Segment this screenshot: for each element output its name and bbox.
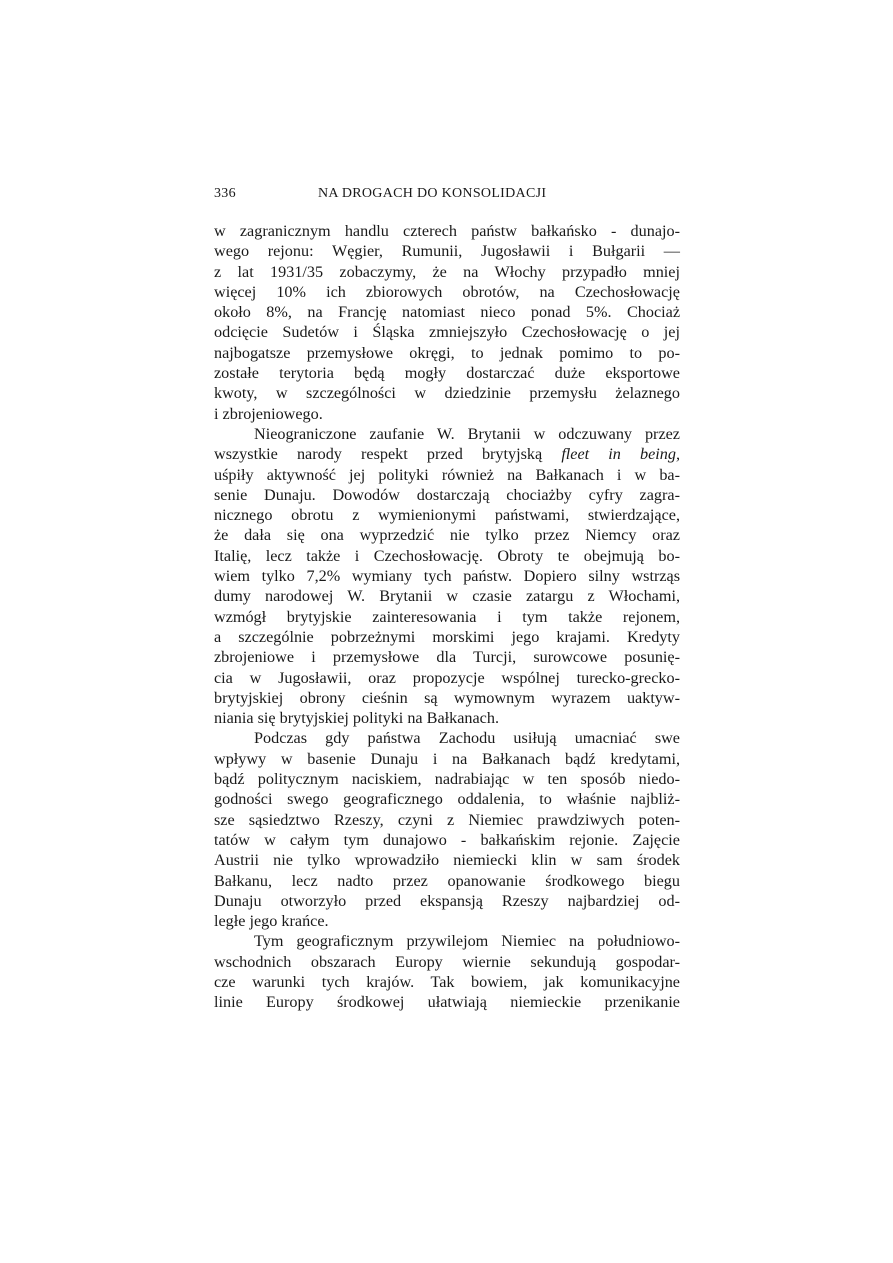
page-header: [214, 186, 680, 206]
text-line-with-italic: [214, 444, 680, 464]
text-line: nicznego obrotu z wymienionymi państwami, stwierdzające,: [214, 506, 680, 525]
text-line: Italię, lecz także i Czechosłowację. Obroty te obejmują bo-: [214, 546, 680, 565]
text-line: odcięcie Sudetów i Śląska zmniejszyło Czechosłowację o jej: [214, 323, 680, 342]
text-line: sze sąsiedztwo Rzeszy, czyni z Niemiec prawdziwych poten-: [214, 810, 680, 829]
text-line: bądź politycznym naciskiem, nadrabiając w ten sposób niedo-: [214, 770, 680, 789]
text-line: cia w Jugosławii, oraz propozycje wspólnej turecko-grecko-: [214, 668, 680, 687]
text-line: dumy narodowej W. Brytanii w czasie zatargu z Włochami,: [214, 587, 680, 606]
paragraph-3: [214, 728, 680, 931]
text-line: senie Dunaju. Dowodów dostarczają chociażby cyfry zagra-: [214, 485, 680, 504]
text-line: cze warunki tych krajów. Tak bowiem, jak komunikacyjne: [214, 972, 680, 991]
text-line: z lat 1931/35 zobaczymy, że na Włochy przypadło mniej: [214, 262, 680, 281]
text-fragment: wszystkie narody respekt przed brytyjską: [214, 445, 543, 464]
text-line: wzmógł brytyjskie zainteresowania i tym także rejonem,: [214, 607, 680, 626]
text-line: i zbrojeniowego.: [214, 404, 323, 423]
text-line: wego rejonu: Węgier, Rumunii, Jugosławii i Bułgarii —: [214, 242, 680, 261]
text-line: zostałe terytoria będą mogły dostarczać duże eksportowe: [214, 364, 680, 383]
paragraph-4: [214, 931, 680, 1012]
text-line: Nieograniczone zaufanie W. Brytanii w odczuwany przez: [254, 424, 680, 443]
text-line: Dunaju otworzyło przed ekspansją Rzeszy najbardziej od-: [214, 891, 680, 910]
text-line: kwoty, w szczególności w dziedzinie przemysłu żelaznego: [214, 384, 680, 403]
text-line: wpływy w basenie Dunaju i na Bałkanach bądź kredytami,: [214, 749, 680, 768]
body-text: [214, 221, 680, 1013]
text-line: zbrojeniowe i przemysłowe dla Turcji, surowcowe posunię-: [214, 648, 680, 667]
text-line: w zagranicznym handlu czterech państw bałkańsko - dunajo-: [214, 222, 680, 240]
text-line: a szczególnie pobrzeżnymi morskimi jego krajami. Kredyty: [214, 627, 680, 646]
paragraph-1: [214, 221, 680, 424]
page-number: 336: [214, 186, 236, 201]
text-line: że dała się ona wyprzedzić nie tylko przez Niemcy oraz: [214, 526, 680, 545]
text-line: wiem tylko 7,2% wymiany tych państw. Dopiero silny wstrząs: [214, 567, 680, 586]
text-line: Tym geograficznym przywilejom Niemiec na południowo-: [254, 932, 680, 951]
text-line: uśpiły aktywność jej polityki również na Bałkanach i w ba-: [214, 465, 680, 484]
running-title: NA DROGACH DO KONSOLIDACJI: [318, 186, 547, 201]
paragraph-2: [214, 424, 680, 728]
text-line: około 8%, na Francję natomiast nieco ponad 5%. Chociaż: [214, 303, 680, 322]
text-line: brytyjskiej obrony cieśnin są wymownym wyrazem uaktyw-: [214, 688, 680, 707]
text-line: Podczas gdy państwa Zachodu usiłują umacniać swe: [254, 729, 680, 748]
text-line: Austrii nie tylko wprowadziło niemiecki klin w sam środek: [214, 851, 680, 870]
text-line: godności swego geograficznego oddalenia, to właśnie najbliż-: [214, 790, 680, 809]
text-line: wschodnich obszarach Europy wiernie sekundują gospodar-: [214, 952, 680, 971]
text-line: ległe jego krańce.: [214, 912, 329, 931]
text-line: linie Europy środkowej ułatwiają niemieckie przenikanie: [214, 993, 680, 1012]
text-line: więcej 10% ich zbiorowych obrotów, na Czechosłowację: [214, 282, 680, 301]
text-line: tatów w całym tym dunajowo - bałkańskim rejonie. Zajęcie: [214, 830, 680, 849]
text-line: Bałkanu, lecz nadto przez opanowanie środkowego biegu: [214, 871, 680, 890]
text-line: najbogatsze przemysłowe okręgi, to jednak pomimo to po-: [214, 343, 680, 362]
text-line: niania się brytyjskiej polityki na Bałkanach.: [214, 709, 500, 728]
italic-phrase: fleet in being,: [561, 445, 681, 464]
